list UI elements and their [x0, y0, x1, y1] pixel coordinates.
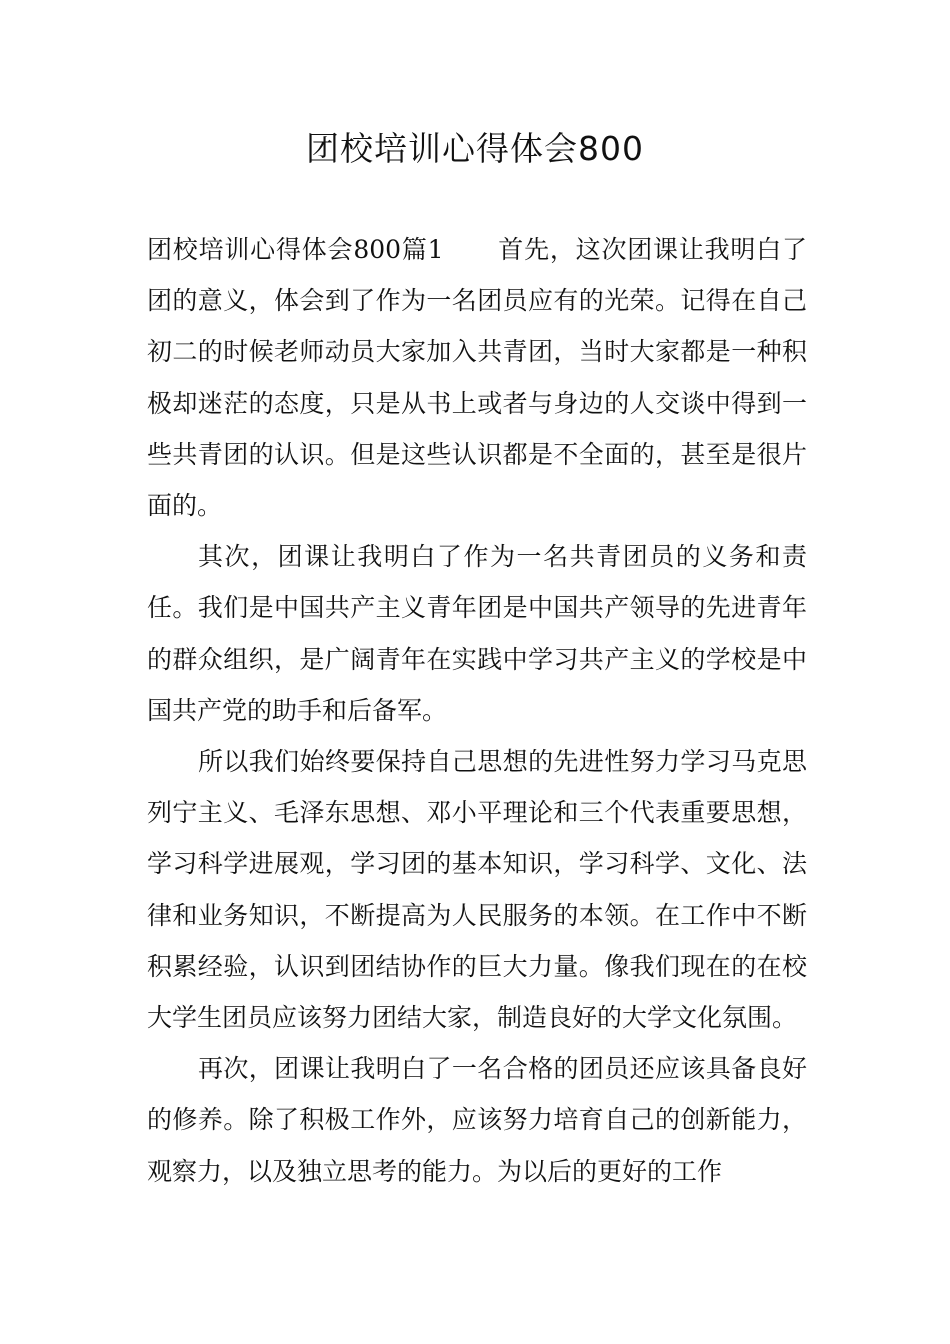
section-heading: 团校培训心得体会800篇1: [147, 235, 444, 264]
paragraph-1-text: 首先，这次团课让我明白了团的意义，体会到了作为一名团员应有的光荣。记得在自己初二的时候老师动员大家加入共青团，当时大家都是一种积极却迷茫的态度，只是从书上或者与身边的人交谈中得到一些共青团的认识。但是这些认识都是不全面的，甚至是很片面的。: [147, 235, 807, 521]
paragraph-3: 所以我们始终要保持自己思想的先进性努力学习马克思列宁主义、毛泽东思想、邓小平理论和三个代表重要思想，学习科学进展观，学习团的基本知识，学习科学、文化、法律和业务知识，不断提高为人民服务的本领。在工作中不断积累经验，认识到团结协作的巨大力量。像我们现在的在校大学生团员应该努力团结大家，制造良好的大学文化氛围。: [147, 747, 807, 1033]
paragraph-4: 再次，团课让我明白了一名合格的团员还应该具备良好的修养。除了积极工作外，应该努力培育自己的创新能力，观察力，以及独立思考的能力。为以后的更好的工作: [147, 1054, 807, 1186]
document-title: 团校培训心得体会800: [306, 129, 644, 168]
paragraph-1: [147, 224, 807, 531]
document-body: [147, 224, 807, 1197]
paragraph-2: 其次，团课让我明白了作为一名共青团员的义务和责任。我们是中国共产主义青年团是中国共产领导的先进青年的群众组织，是广阔青年在实践中学习共产主义的学校是中国共产党的助手和后备军。: [147, 542, 807, 725]
